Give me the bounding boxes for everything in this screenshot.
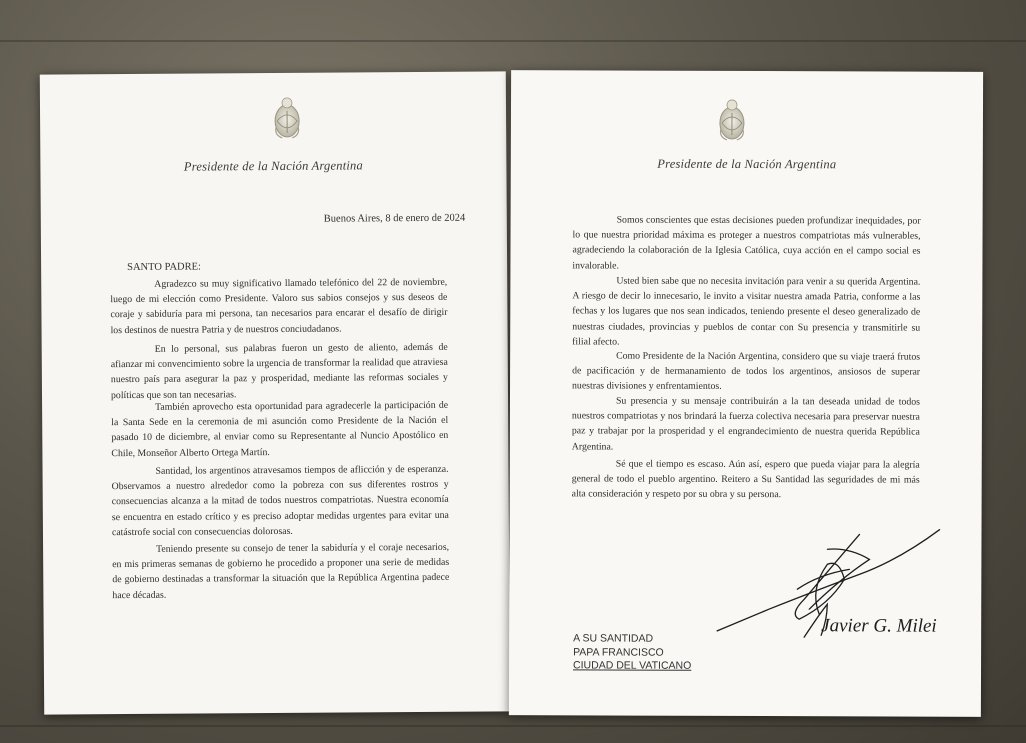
argentine-coat-of-arms-seal [715,97,749,143]
paragraph: Agradezco su muy significativo llamado telefónico del 22 de noviembre, luego de mi elección como Presidente. Valoro sus sabios consejos y sus deseos de coraje y sabiduría para mi persona, tan necesarios para encarar el desafío de dirigir los destinos de nuestra Patria y de nuestros conciudadanos. [110,276,448,336]
paragraph: Como Presidente de la Nación Argentina, considero que su viaje traerá frutos de pacificación y de hermanamiento de todos los argentinos, ansiosos de superar nuestras divisiones y enfrentamientos. [572,350,921,393]
argentine-coat-of-arms-seal [270,95,304,141]
addressee-line: PAPA FRANCISCO [573,645,664,659]
paragraph: También aprovecho esta oportunidad para agradecerle la participación de la Santa Sede en la ceremonia de mi asunción como Presidente de la Nación el pasado 10 de diciembre, al enviar como su Representante al Nuncio Apostólico en Chile, Monseñor Alberto Ortega Martín. [111,399,449,459]
addressee-line: CIUDAD DEL VATICANO [573,659,692,672]
paragraph: Sé que el tiempo es escaso. Aún así, espero que pueda viajar para la alegría general de todo el pueblo argentino. Reitero a Su Santidad las seguridades de mi más alta consideración y respeto por su obra y su persona. [571,458,920,501]
salutation: SANTO PADRE: [127,261,201,274]
paragraph: Somos conscientes que estas decisiones pueden profundizar inequidades, por lo que nuestra prioridad máxima es proteger a nuestros compatriotas más vulnerables, agradeciendo la colaboración de la Iglesia Católica, cuya acción en el campo social es invalorable. [572,214,921,272]
signature [709,519,949,655]
paragraph: Usted bien sabe que no necesita invitación para venir a su querida Argentina. A riesgo de decir lo innecesario, le invito a visitar nuestra amada Patria, conforme a las fechas y los lugares que nos sean indicados, teniendo presente el deseo generalizado de nuestras ciudades, provincias y pueblos de contar con Su presencia y transmitirle su filial afecto. [572,275,921,348]
signature-handwritten-name: Javier G. Milei [821,615,937,637]
letterhead-title: Presidente de la Nación Argentina [183,158,363,174]
paragraph: Teniendo presente su consejo de tener la sabiduría y el coraje necesarios, en mis primeras semanas de gobierno he procedido a proponer una serie de medidas de gobierno destinadas a transformar la situación que la República Argentina padece hace décadas. [112,541,450,601]
paragraph: Santidad, los argentinos atravesamos tiempos de aflicción y de esperanza. Observamos a nuestro alrededor como la pobreza con sus diferentes rostros y consecuencias alcanza a la mitad de todos nuestros compatriotas. Nuestra economía se encuentra en estado crítico y es preciso adoptar medidas urgentes para evitar una catástrofe social con consecuencias dolorosas. [111,463,449,538]
addressee-block [573,632,691,673]
addressee-line: A SU SANTIDAD [573,632,654,645]
letter-page-2 [509,70,983,717]
letterhead-title: Presidente de la Nación Argentina [657,156,837,172]
paragraph: Su presencia y su mensaje contribuirán a la tan deseada unidad de todos nuestros compatriotas y nos brindará la fuerza colectiva necesaria para preservar nuestra paz y trabajar por la prosperidad y el engrandecimiento de nuestra querida República Argentina. [571,395,920,453]
paragraph: En lo personal, sus palabras fueron un gesto de aliento, además de afianzar mi convencimiento sobre la urgencia de transformar la realidad que atraviesa nuestro país para asegurar la paz y prosperidad, mediante las reformas sociales y políticas que son tan necesarias. [110,341,448,401]
letter-date: Buenos Aires, 8 de enero de 2024 [323,212,466,225]
letter-page-1 [40,71,510,714]
